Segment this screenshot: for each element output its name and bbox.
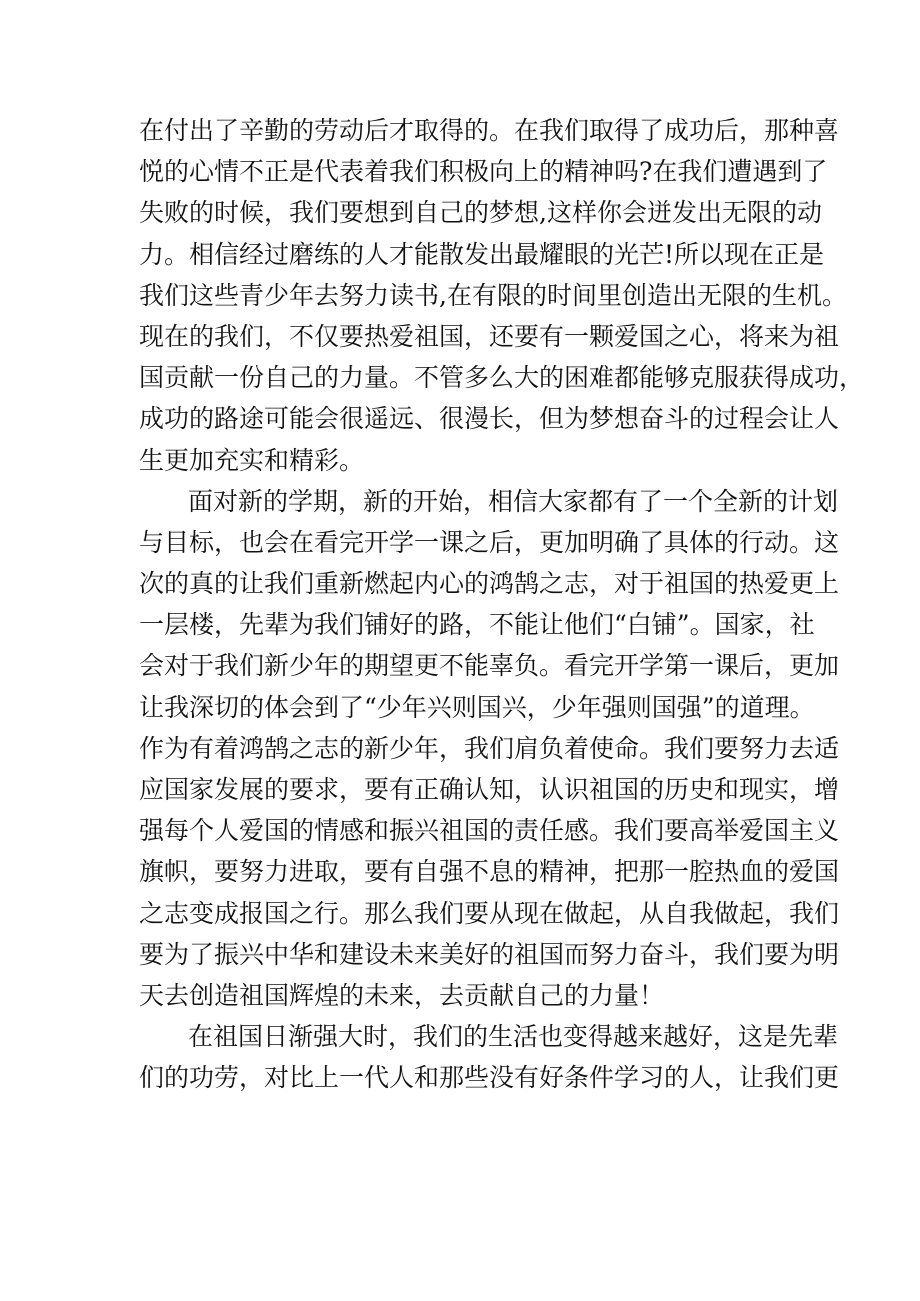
text-line: 应国家发展的要求，要有正确认知，认识祖国的历史和现实，增 — [139, 775, 840, 804]
text-line: 悦的心情不正是代表着我们积极向上的精神吗?在我们遭遇到了 — [139, 157, 828, 187]
paragraph — [139, 1016, 840, 1098]
text-line: 让我深切的体会到了“少年兴则国兴，少年强则国强”的道理。 — [139, 692, 815, 722]
document-body — [139, 110, 865, 1099]
text-line: 在付出了辛勤的劳动后才取得的。在我们取得了成功后，那种喜 — [139, 116, 840, 145]
text-line: 作为有着鸿鹄之志的新少年，我们肩负着使命。我们要努力去适 — [139, 733, 840, 763]
text-line: 次的真的让我们重新燃起内心的鸿鹄之志，对于祖国的热爱更上 — [139, 569, 840, 599]
text-line: 力。相信经过磨练的人才能散发出最耀眼的光芒!所以现在正是 — [139, 239, 825, 269]
paragraph — [139, 110, 865, 481]
text-line: 会对于我们新少年的期望更不能辜负。看完开学第一课后，更加 — [139, 651, 840, 681]
text-line: 强每个人爱国的情感和振兴祖国的责任感。我们要高举爱国主义 — [139, 816, 840, 846]
text-line: 失败的时候，我们要想到自己的梦想,这样你会迸发出无限的动 — [139, 198, 822, 228]
text-line: 们的功劳，对比上一代人和那些没有好条件学习的人，让我们更 — [139, 1063, 840, 1093]
text-line: 要为了振兴中华和建设未来美好的祖国而努力奋斗，我们要为明 — [139, 939, 840, 969]
text-line: 生更加充实和精彩。 — [139, 445, 365, 475]
text-line: 旗帜，要努力进取，要有自强不息的精神，把那一腔热血的爱国 — [139, 857, 840, 887]
text-line: 成功的路途可能会很遥远、很漫长，但为梦想奋斗的过程会让人 — [139, 404, 840, 434]
text-line: 我们这些青少年去努力读书,在有限的时间里创造出无限的生机。 — [139, 280, 847, 310]
text-line: 国贡献一份自己的力量。不管多么大的困难都能够克服获得成功， — [139, 363, 865, 393]
text-line: 在祖国日渐强大时，我们的生活也变得越来越好，这是先辈 — [188, 1022, 839, 1052]
text-line: 与目标，也会在看完开学一课之后，更加明确了具体的行动。这 — [139, 527, 840, 557]
text-line: 一层楼，先辈为我们铺好的路，不能让他们“白铺”。国家，社 — [139, 610, 815, 640]
paragraph — [139, 481, 840, 1016]
text-line: 天去创造祖国辉煌的未来，去贡献自己的力量！ — [139, 980, 665, 1010]
text-line: 之志变成报国之行。那么我们要从现在做起，从自我做起，我们 — [139, 898, 840, 928]
text-line: 现在的我们，不仅要热爱祖国，还要有一颗爱国之心，将来为祖 — [139, 321, 840, 351]
text-line: 面对新的学期，新的开始，相信大家都有了一个全新的计划 — [188, 486, 839, 516]
